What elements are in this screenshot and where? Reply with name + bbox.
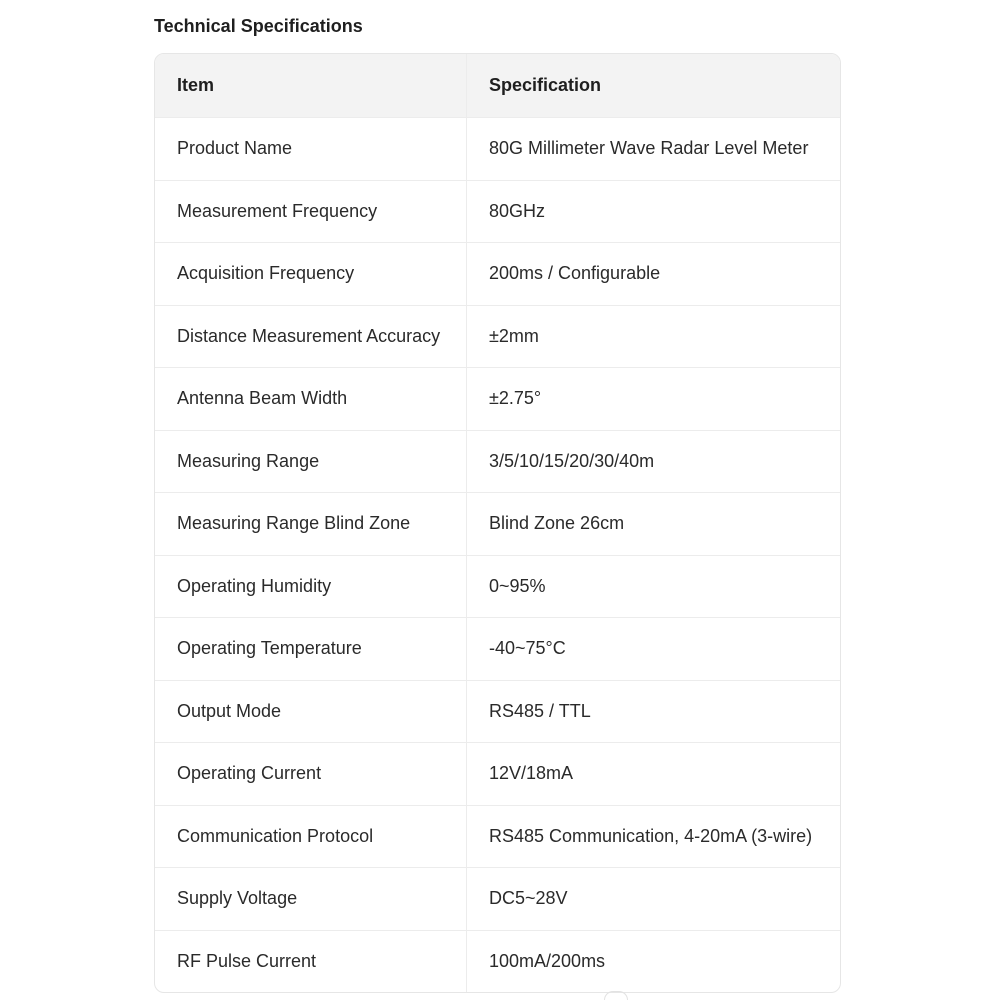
item-cell: Measurement Frequency [155,181,467,243]
specification-cell: 12V/18mA [489,763,574,784]
column-header-specification: Specification [489,75,602,95]
specification-cell: 200ms / Configurable [489,263,661,284]
scroll-indicator[interactable] [604,991,628,1000]
table-body [155,117,840,992]
table-row [155,367,840,430]
specification-cell: 80GHz [489,200,546,221]
specification-cell: 0~95% [489,575,546,596]
item-cell: Measuring Range [155,431,467,493]
table-row [155,867,840,930]
item-cell: Supply Voltage [155,868,467,930]
table-header-row [155,54,840,117]
table-row [155,242,840,305]
item-cell: Antenna Beam Width [155,368,467,430]
specification-cell: RS485 Communication, 4-20mA (3-wire) [489,825,813,846]
table-row [155,930,840,993]
item-cell: Product Name [155,118,467,180]
table-row [155,180,840,243]
section-title: Technical Specifications [154,16,363,36]
column-header-item: Item [155,54,467,117]
item-cell: RF Pulse Current [155,931,467,993]
table-row [155,305,840,368]
item-cell: Acquisition Frequency [155,243,467,305]
item-cell: Operating Current [155,743,467,805]
specification-cell: ±2mm [489,325,539,346]
specification-cell: ±2.75° [489,388,542,409]
table-row [155,492,840,555]
specification-cell: -40~75°C [489,638,566,659]
specification-cell: DC5~28V [489,888,568,909]
specification-cell: 80G Millimeter Wave Radar Level Meter [489,138,809,159]
specifications-table [154,53,841,993]
table-row [155,117,840,180]
specification-cell: RS485 / TTL [489,700,591,721]
table-row [155,430,840,493]
item-cell: Operating Temperature [155,618,467,680]
table-row [155,742,840,805]
table-row [155,805,840,868]
specification-cell: 100mA/200ms [489,950,606,971]
item-cell: Measuring Range Blind Zone [155,493,467,555]
table-row [155,617,840,680]
item-cell: Operating Humidity [155,556,467,618]
item-cell: Communication Protocol [155,806,467,868]
item-cell: Output Mode [155,681,467,743]
specification-cell: Blind Zone 26cm [489,513,625,534]
specification-cell: 3/5/10/15/20/30/40m [489,450,655,471]
table-row [155,680,840,743]
item-cell: Distance Measurement Accuracy [155,306,467,368]
table-row [155,555,840,618]
